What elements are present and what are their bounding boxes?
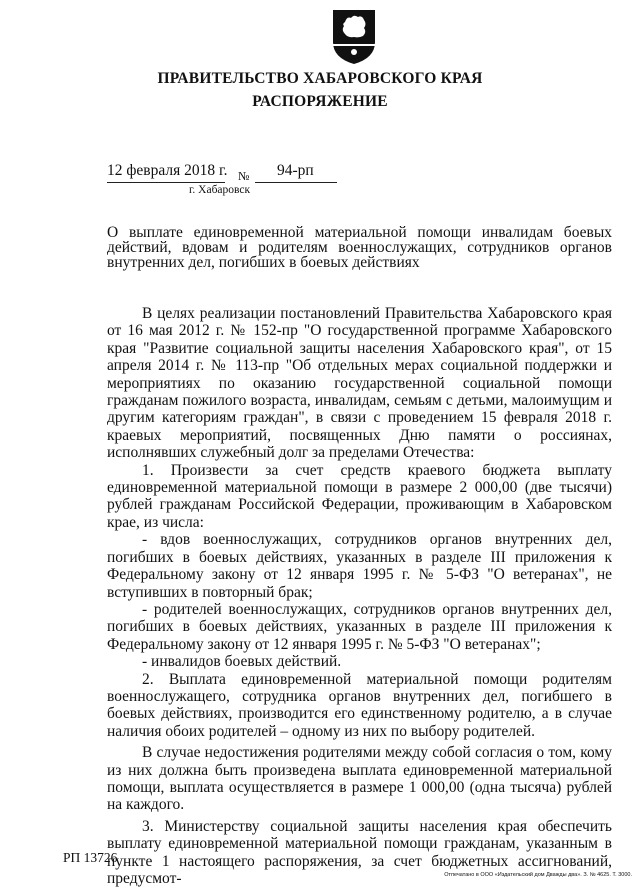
document-date: 12 февраля 2018 г. xyxy=(107,162,228,179)
paragraph-3: 3. Министерству социальной защиты населения края обеспечить выплату единовременной материальной помощи гражданам, указанным в пункте 1 настоящего распоряжения, за счет бюджетных ассигнований, предусмот- xyxy=(107,817,612,887)
date-underline xyxy=(107,182,225,183)
preamble-paragraph: В целях реализации постановлений Правительства Хабаровского края от 16 мая 2012 г. № 152-пр "О государственной программе Хабаровского края "Развитие социальной защиты населения Хабаровского края", от 15 апреля 2014 г. № 113-пр "Об отдельных мерах социальной поддержки и мероприятиях по оказанию государственной социальной помощи гражданам пожилого возраста, инвалидам, семьям с детьми, малоимущим и другим категориям граждан", в связи с проведением 15 февраля 2018 г. краевых мероприятий, посвященных Дню памяти о россиянах, исполнявших служебный долг за пределами Отечества: xyxy=(107,305,612,462)
date-number-line xyxy=(107,162,337,184)
city: г. Хабаровск xyxy=(189,184,251,196)
doc-type-title: РАСПОРЯЖЕНИЕ xyxy=(252,93,388,110)
list-item-widows: - вдов военнослужащих, сотрудников органов внутренних дел, погибших в боевых действиях, указанных в разделе III приложения к Федеральному закону от 12 января 1995 г. № 5-ФЗ "О ветеранах", не вступивших в повторный брак; xyxy=(107,531,612,601)
khabarovsk-coat-of-arms-icon xyxy=(331,6,377,66)
number-label: № xyxy=(238,169,250,183)
document-body xyxy=(107,305,612,887)
paragraph-2-note: В случае недостижения родителями между собой согласия о том, кому из них должна быть произведена выплата единовременной материальной помощи, выплата осуществляется в размере 1 000,00 (одна тысяча) рублей на каждого. xyxy=(107,744,612,814)
number-underline xyxy=(255,182,337,183)
list-item-invalids: - инвалидов боевых действий. xyxy=(142,653,342,671)
printer-imprint: Отпечатано в ООО «Издательский дом Дважды два». З. № 4625. Т. 3000. xyxy=(444,872,632,878)
document-number: 94-рп xyxy=(277,162,314,179)
paragraph-1: 1. Произвести за счет средств краевого бюджета выплату единовременной материальной помощи в размере 2 000,00 (две тысячи) рублей гражданам Российской Федерации, проживающим в Хабаровском крае, из числа: xyxy=(107,461,612,531)
document-code: РП 13726 xyxy=(63,850,118,865)
document-subject: О выплате единовременной материальной помощи инвалидам боевых действий, вдовам и родителям военнослужащих, сотрудников органов внутренних дел, погибших в боевых действиях xyxy=(107,224,612,271)
org-title: ПРАВИТЕЛЬСТВО ХАБАРОВСКОГО КРАЯ xyxy=(157,70,483,87)
list-item-parents: - родителей военнослужащих, сотрудников органов внутренних дел, погибших в боевых действиях, указанных в разделе III приложения к Федеральному закону от 12 января 1995 г. № 5-ФЗ "О ветеранах"; xyxy=(107,600,612,653)
paragraph-2: 2. Выплата единовременной материальной помощи родителям военнослужащего, сотрудника органов внутренних дел, погибшего в боевых действиях, производится его единственному родителю, а в случае наличия обоих родителей – одному из них по выбору родителей. xyxy=(107,670,612,740)
